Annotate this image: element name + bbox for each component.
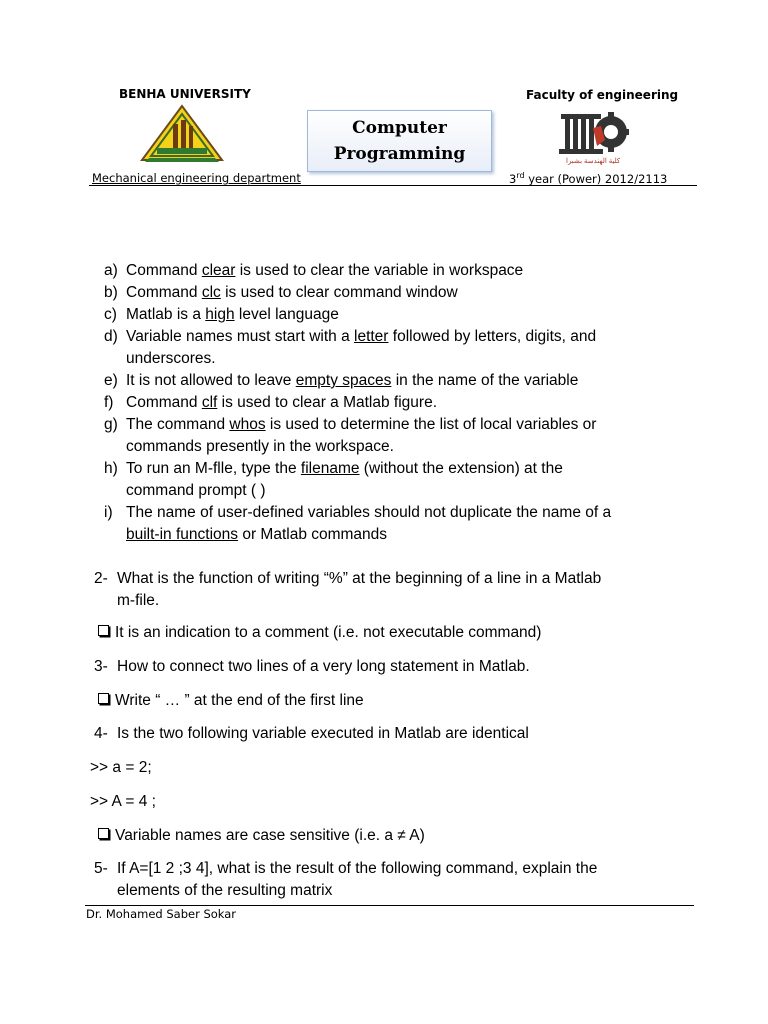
question-4-label: 4- <box>94 725 108 742</box>
question-5-text-cont: elements of the resulting matrix <box>117 882 333 899</box>
course-title-line1: Computer <box>352 118 447 138</box>
item-i-text-cont: built-in functions or Matlab commands <box>126 526 388 543</box>
question-2-label: 2- <box>94 570 108 587</box>
year-info: 3rd year (Power) 2012/2113 <box>509 171 668 186</box>
university-logo <box>137 104 227 166</box>
course-title-box <box>307 110 492 172</box>
code-line-1: >> a = 2; <box>90 759 152 776</box>
item-h-text-cont: command prompt ( ) <box>126 482 266 499</box>
item-g-label: g) <box>104 416 118 433</box>
item-i-label: i) <box>104 504 113 521</box>
header-rule <box>89 185 697 186</box>
checkbox-bullet-icon <box>98 693 109 704</box>
answer-2: It is an indication to a comment (i.e. not executable command) <box>98 622 541 644</box>
checkbox-bullet-icon <box>98 625 109 636</box>
item-i-text: The name of user-defined variables should not duplicate the name of a <box>126 504 612 521</box>
code-line-2: >> A = 4 ; <box>90 793 156 810</box>
item-d-text: Variable names must start with a letter followed by letters, digits, and <box>126 328 597 345</box>
department-name: Mechanical engineering department <box>92 171 301 185</box>
question-5-text: If A=[1 2 ;3 4], what is the result of the following command, explain the <box>117 860 598 877</box>
answer-3: Write “ … ” at the end of the first line <box>98 690 364 712</box>
course-title-line2: Programming <box>333 144 466 164</box>
item-e-text: It is not allowed to leave empty spaces in the name of the variable <box>126 372 579 389</box>
item-e-label: e) <box>104 372 118 389</box>
item-d-label: d) <box>104 328 118 345</box>
university-name: BENHA UNIVERSITY <box>119 87 251 101</box>
question-2-text-cont: m-file. <box>117 592 160 609</box>
faculty-name: Faculty of engineering <box>526 88 679 102</box>
item-h-label: h) <box>104 460 118 477</box>
item-f-label: f) <box>104 394 114 411</box>
item-h-text: To run an M-flle, type the filename (without the extension) at the <box>126 460 563 477</box>
question-4-text: Is the two following variable executed in Matlab are identical <box>117 725 529 742</box>
item-a-text: Command clear is used to clear the variable in workspace <box>126 262 524 279</box>
item-c-label: c) <box>104 306 117 323</box>
item-d-text-cont: underscores. <box>126 350 216 367</box>
question-2-text: What is the function of writing “%” at the beginning of a line in a Matlab <box>117 570 602 587</box>
footer-author: Dr. Mohamed Saber Sokar <box>86 907 237 921</box>
item-g-text: The command whos is used to determine the list of local variables or <box>126 416 597 433</box>
faculty-logo-caption: كلية الهندسة بشبرا <box>566 158 621 165</box>
answer-4: Variable names are case sensitive (i.e. a ≠ A) <box>98 825 425 847</box>
item-g-text-cont: commands presently in the workspace. <box>126 438 394 455</box>
question-3-label: 3- <box>94 658 108 675</box>
item-b-label: b) <box>104 284 118 301</box>
item-b-text: Command clc is used to clear command window <box>126 284 458 301</box>
question-5-label: 5- <box>94 860 108 877</box>
footer-rule <box>85 905 694 906</box>
item-f-text: Command clf is used to clear a Matlab figure. <box>126 394 438 411</box>
item-a-label: a) <box>104 262 118 279</box>
checkbox-bullet-icon <box>98 828 109 839</box>
item-c-text: Matlab is a high level language <box>126 306 339 323</box>
question-3-text: How to connect two lines of a very long statement in Matlab. <box>117 658 530 675</box>
